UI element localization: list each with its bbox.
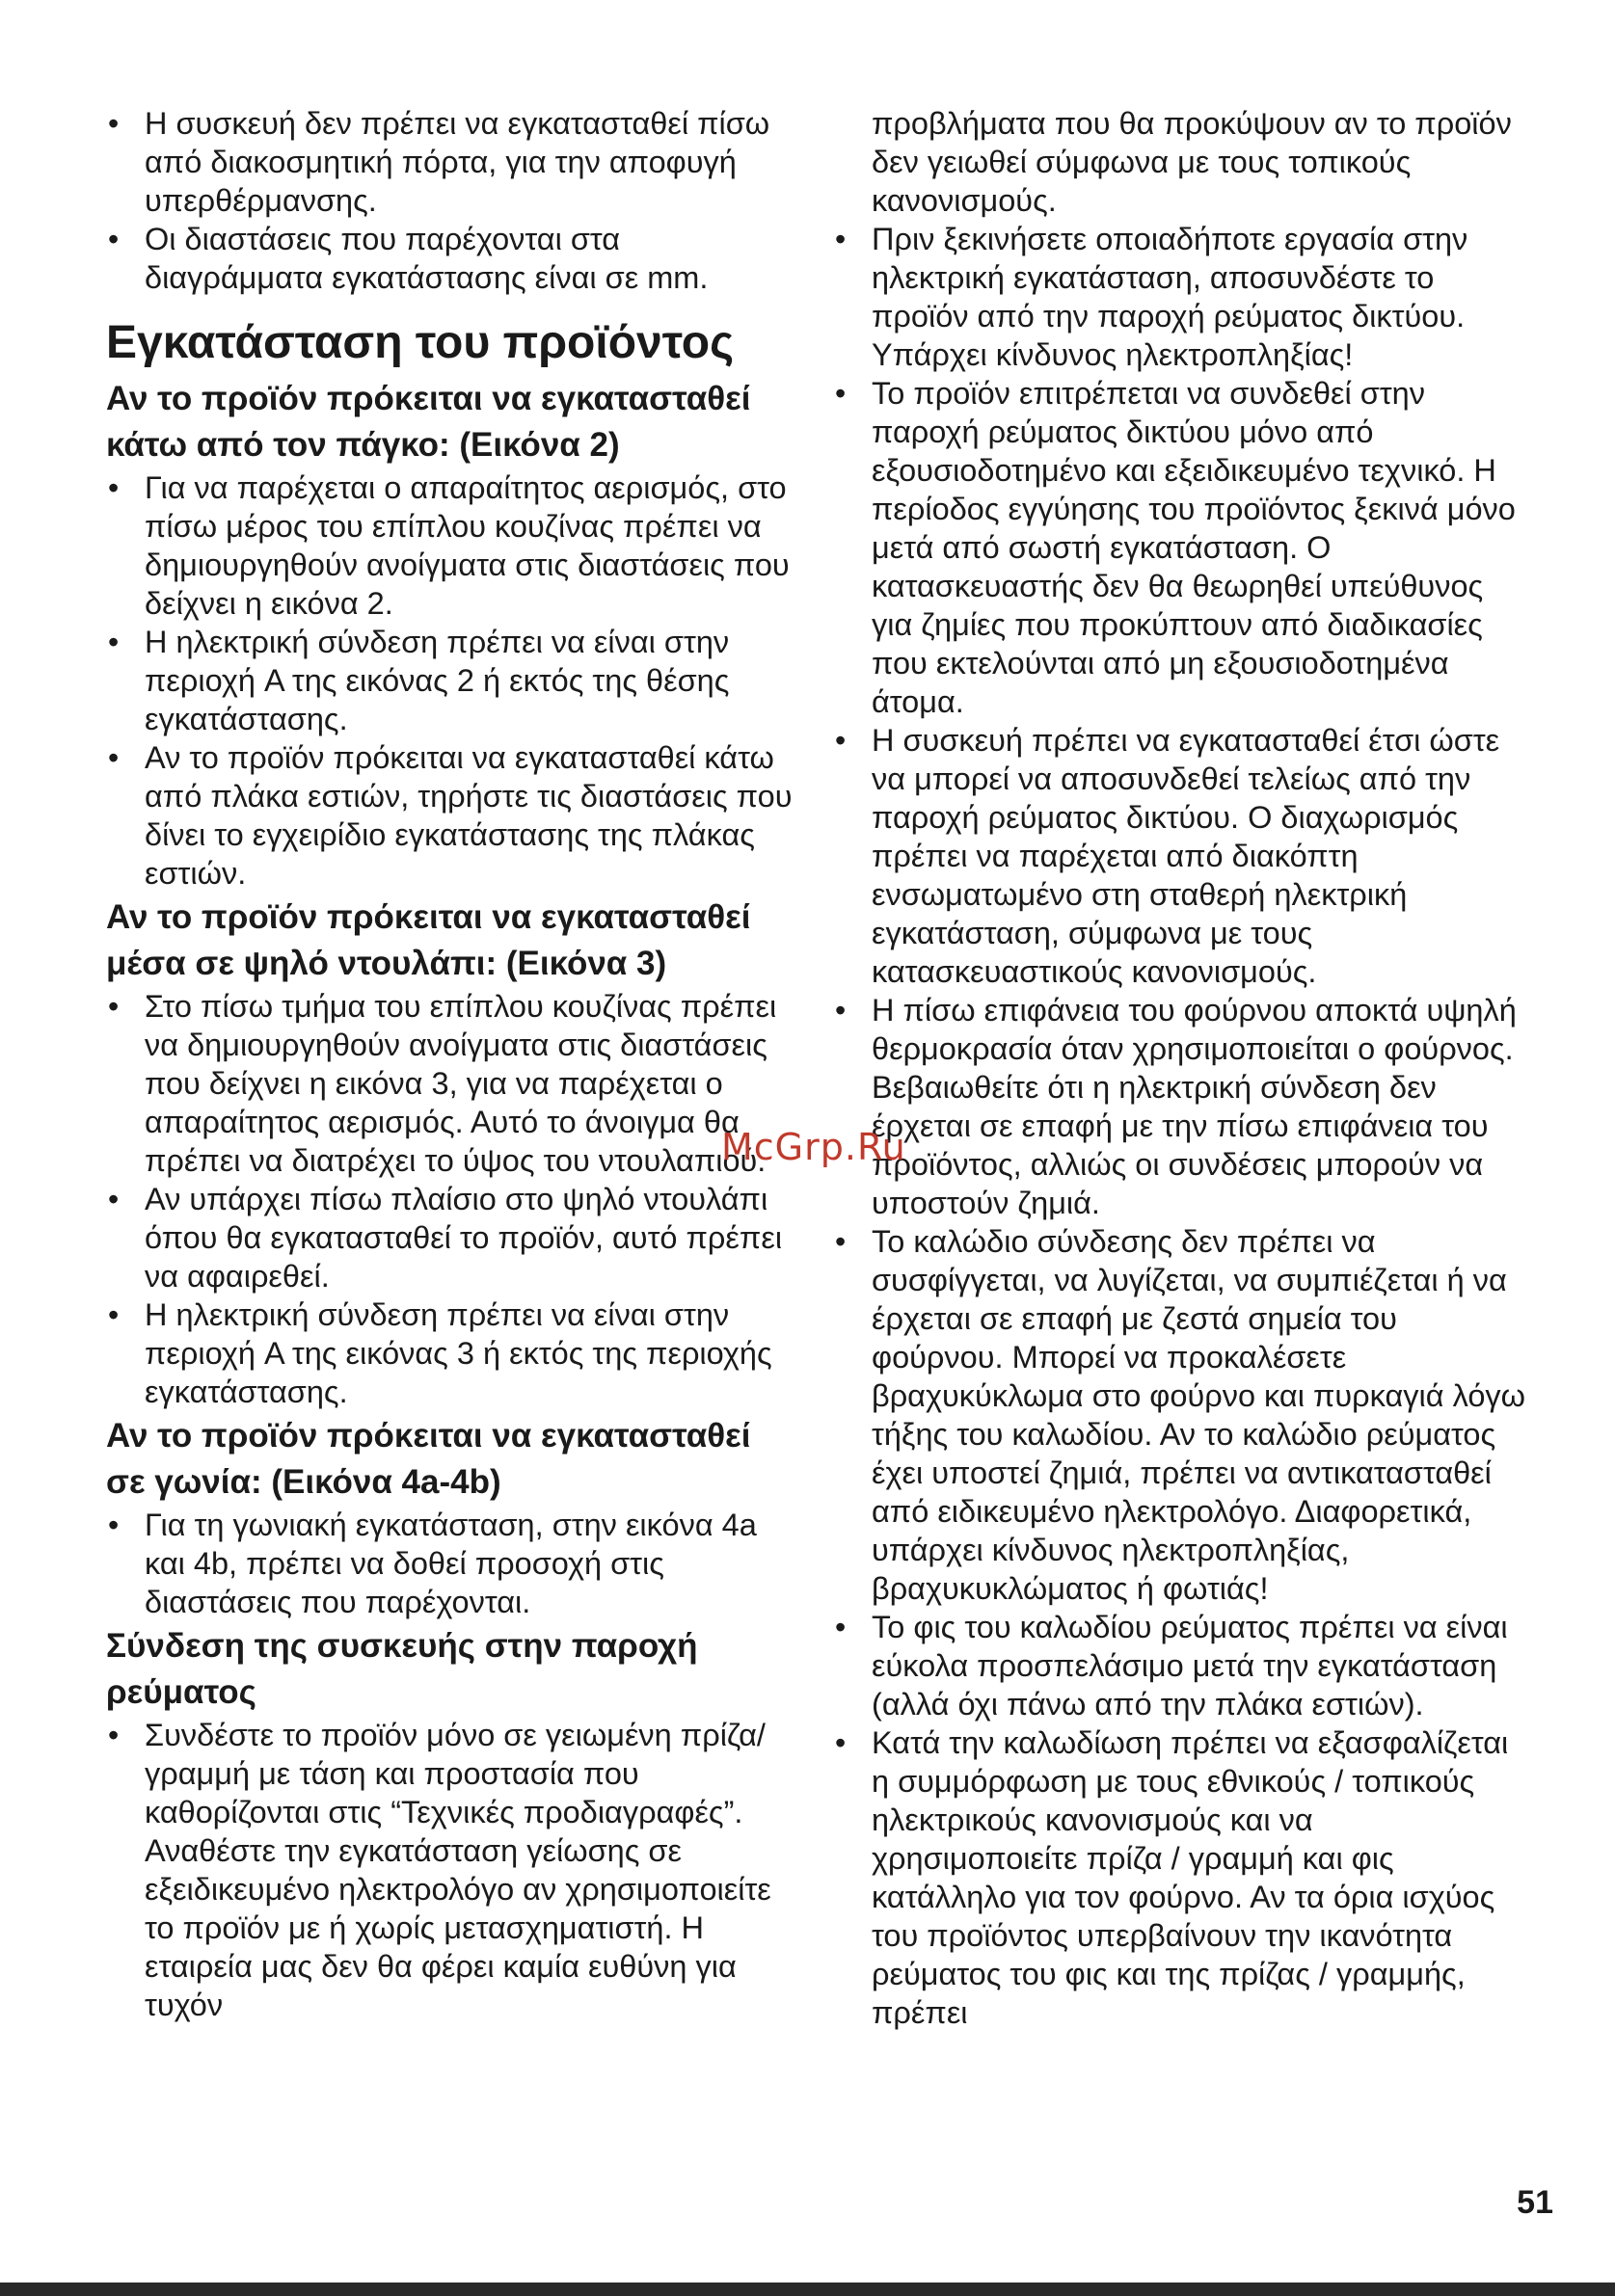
list-item: • Για να παρέχεται ο απαραίτητος αερισμός, στο πίσω μέρος του επίπλου κουζίνας πρέπει να δημιουργηθούν ανοίγματα στις διαστάσεις που δείχνει η εικόνα 2.: [106, 468, 793, 623]
subsection-title-tall-cabinet: Αν το προϊόν πρόκειται να εγκατασταθεί μέσα σε ψηλό ντουλάπι: (Εικόνα 3): [106, 898, 751, 982]
under-counter-list: [106, 468, 793, 893]
list-item: • Πριν ξεκινήσετε οποιαδήποτε εργασία στην ηλεκτρική εγκατάσταση, αποσυνδέστε το προϊόν από την παροχή ρεύματος δικτύου. Υπάρχει κίνδυνος ηλεκτροπληξίας!: [833, 220, 1527, 374]
list-item: • Αν το προϊόν πρόκειται να εγκατασταθεί κάτω από πλάκα εστιών, τηρήστε τις διαστάσεις που δίνει το εγχειρίδιο εγκατάστασης της πλάκας εστιών.: [106, 738, 793, 893]
watermark: McGrp.Ru: [721, 1126, 906, 1168]
list-item: • Οι διαστάσεις που παρέχονται στα διαγράμματα εγκατάστασης είναι σε mm.: [106, 220, 793, 297]
right-column: [833, 104, 1527, 2032]
list-item: • Η πίσω επιφάνεια του φούρνου αποκτά υψηλή θερμοκρασία όταν χρησιμοποιείται ο φούρνος. Βεβαιωθείτε ότι η ηλεκτρική σύνδεση δεν έρχεται σε επαφή με την πίσω επιφάνεια του προϊόντος, αλλιώς οι συνδέσεις μπορούν να υποστούν ζημιά.: [833, 991, 1527, 1222]
subsection-title-under-counter: Αν το προϊόν πρόκειται να εγκατασταθεί κάτω από τον πάγκο: (Εικόνα 2): [106, 380, 751, 464]
list-item: • Το φις του καλωδίου ρεύματος πρέπει να είναι εύκολα προσπελάσιμο μετά την εγκατάσταση (αλλά όχι πάνω από την πλάκα εστιών).: [833, 1608, 1527, 1723]
list-item: • Αν υπάρχει πίσω πλαίσιο στο ψηλό ντουλάπι όπου θα εγκατασταθεί το προϊόν, αυτό πρέπει να αφαιρεθεί.: [106, 1180, 793, 1295]
subsection-title-power: Σύνδεση της συσκευής στην παροχή ρεύματος: [106, 1627, 698, 1711]
list-item: • Η ηλεκτρική σύνδεση πρέπει να είναι στην περιοχή A της εικόνας 2 ή εκτός της θέσης εγκατάστασης.: [106, 623, 793, 738]
list-item-continuation: προβλήματα που θα προκύψουν αν το προϊόν δεν γειωθεί σύμφωνα με τους τοπικούς κανονισμούς.: [872, 106, 1512, 218]
power-list-continued: [833, 104, 1527, 2032]
list-item: • Στο πίσω τμήμα του επίπλου κουζίνας πρέπει να δημιουργηθούν ανοίγματα στις διαστάσεις που δείχνει η εικόνα 3, για να παρέχεται ο απαραίτητος αερισμός. Αυτό το άνοιγμα θα πρέπει να διατρέχει το ύψος του ντουλαπιού.: [106, 987, 793, 1180]
left-column: [106, 104, 793, 2024]
list-item: • Η ηλεκτρική σύνδεση πρέπει να είναι στην περιοχή A της εικόνας 3 ή εκτός της περιοχής εγκατάστασης.: [106, 1295, 793, 1411]
list-item: • Η συσκευή πρέπει να εγκατασταθεί έτσι ώστε να μπορεί να αποσυνδεθεί τελείως από την παροχή ρεύματος δικτύου. Ο διαχωρισμός πρέπει να παρέχεται από διακόπτη ενσωματωμένο στη σταθερή ηλεκτρική εγκατάσταση, σύμφωνα με τους κατασκευαστικούς κανονισμούς.: [833, 721, 1527, 991]
corner-list: [106, 1506, 793, 1621]
section-title: Εγκατάσταση του προϊόντος: [106, 317, 735, 368]
tall-cabinet-list: [106, 987, 793, 1411]
list-item: • Το προϊόν επιτρέπεται να συνδεθεί στην παροχή ρεύματος δικτύου μόνο από εξουσιοδοτημένο και εξειδικευμένο τεχνικό. Η περίοδος εγγύησης του προϊόντος ξεκινά μόνο μετά από σωστή εγκατάσταση. Ο κατασκευαστής δεν θα θεωρηθεί υπεύθυνος για ζημίες που προκύπτουν από διαδικασίες που εκτελούνται από μη εξουσιοδοτημένα άτομα.: [833, 374, 1527, 721]
page-number: 51: [1517, 2184, 1553, 2221]
list-item: • Για τη γωνιακή εγκατάσταση, στην εικόνα 4a και 4b, πρέπει να δοθεί προσοχή στις διαστάσεις που παρέχονται.: [106, 1506, 793, 1621]
subsection-title-corner: Αν το προϊόν πρόκειται να εγκατασταθεί σε γωνία: (Εικόνα 4a-4b): [106, 1417, 751, 1501]
intro-list: [106, 104, 793, 297]
list-item: • Η συσκευή δεν πρέπει να εγκατασταθεί πίσω από διακοσμητική πόρτα, για την αποφυγή υπερθέρμανσης.: [106, 104, 793, 220]
bottom-strip: [0, 2283, 1615, 2296]
list-item: • Το καλώδιο σύνδεσης δεν πρέπει να συσφίγγεται, να λυγίζεται, να συμπιέζεται ή να έρχεται σε επαφή με ζεστά σημεία του φούρνου. Μπορεί να προκαλέσετε βραχυκύκλωμα στο φούρνο και πυρκαγιά λόγω τήξης του καλωδίου. Αν το καλώδιο ρεύματος έχει υποστεί ζημιά, πρέπει να αντικατασταθεί από ειδικευμένο ηλεκτρολόγο. Διαφορετικά, υπάρχει κίνδυνος ηλεκτροπληξίας, βραχυκυκλώματος ή φωτιάς!: [833, 1222, 1527, 1608]
list-item: • Συνδέστε το προϊόν μόνο σε γειωμένη πρίζα/ γραμμή με τάση και προστασία που καθορίζονται στις “Τεχνικές προδιαγραφές”. Αναθέστε την εγκατάσταση γείωσης σε εξειδικευμένο ηλεκτρολόγο αν χρησιμοποιείτε το προϊόν με ή χωρίς μετασχηματιστή. Η εταιρεία μας δεν θα φέρει καμία ευθύνη για τυχόν: [106, 1716, 793, 2024]
list-item: • Κατά την καλωδίωση πρέπει να εξασφαλίζεται η συμμόρφωση με τους εθνικούς / τοπικούς ηλεκτρικούς κανονισμούς και να χρησιμοποιείτε πρίζα / γραμμή και φις κατάλληλο για τον φούρνο. Αν τα όρια ισχύος του προϊόντος υπερβαίνουν την ικανότητα ρεύματος του φις και της πρίζας / γραμμής, πρέπει: [833, 1723, 1527, 2032]
power-list: [106, 1716, 793, 2024]
